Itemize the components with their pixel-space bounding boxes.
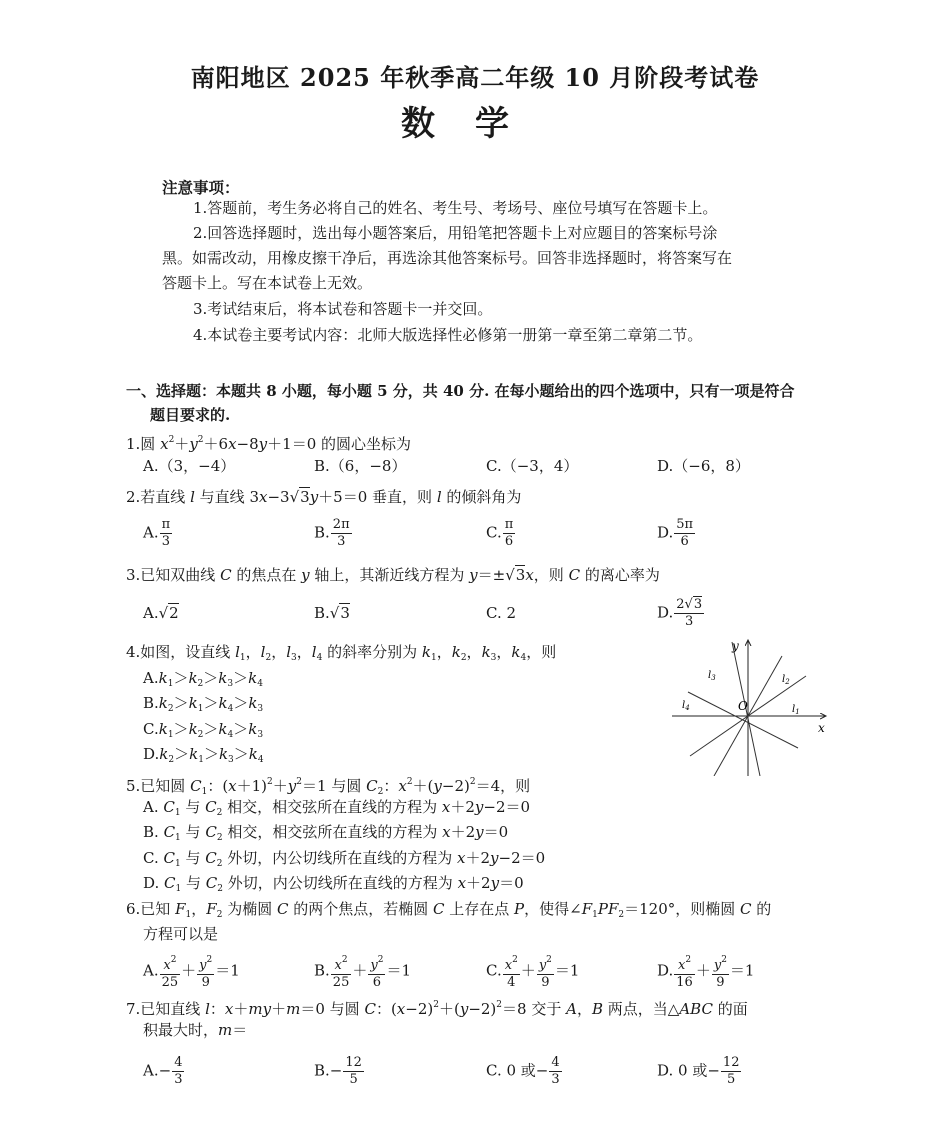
q2-option-b: B. $\frac{2\pi}{3}$ [314, 517, 350, 549]
section-1-heading-cont: 题目要求的. [150, 406, 231, 424]
notice-item-2-line1: 2.回答选择题时，选出每小题答案后，用铅笔把答题卡上对应题目的答案标号涂 [193, 224, 718, 242]
label-l1: $l_1$ [792, 704, 800, 716]
origin-label: O [738, 699, 748, 713]
q5-option-b: B. $C_1$ 与 $C_2$ 相交，相交弦所在直线的方程为 x＋2y＝0 [143, 823, 509, 843]
q1-option-a: A.（3，−4） [143, 457, 236, 475]
question-7: 7.已知直线 l：x＋my＋m＝0 与圆 C：$(x-2)^2+(y-2)^2=8$ 交于 A，B 两点，当△ABC 的面 [126, 1000, 748, 1018]
exam-title: 南阳地区 2025 年秋季高二年级 10 月阶段考试卷 [190, 63, 760, 92]
q7-option-a: A.− $\frac{4}{3}$ [143, 1055, 183, 1087]
q4-option-b: $B.k_2>k_1>k_4>k_3$ [143, 694, 264, 714]
y-label: y [732, 639, 739, 653]
q5-option-d: D. $C_1$ 与 $C_2$ 外切，内公切线所在直线的方程为 x＋2y＝0 [143, 874, 524, 894]
notice-heading: 注意事项： [162, 178, 240, 197]
x-label: x [818, 721, 825, 735]
q7-option-d: D. 0 或− $\frac{12}{5}$ [657, 1055, 740, 1087]
question-5: 5.已知圆 $C_1$：$(x+1)^2+y^2=1$ 与圆 $C_2$：$x^2+(y-2)^2=4$，则 [126, 777, 531, 797]
q4-option-c: $C.k_1>k_2>k_4>k_3$ [143, 720, 264, 740]
q1-option-b: B.（6，−8） [314, 457, 407, 475]
q7-option-c: C. 0 或− $\frac{4}{3}$ [486, 1055, 560, 1087]
question-3: 3.已知双曲线 C 的焦点在 y 轴上，其渐近线方程为 y＝±√3x，则 C 的离心率为 [126, 566, 660, 584]
q5-option-a: A. $C_1$ 与 $C_2$ 相交，相交弦所在直线的方程为 x＋2y−2＝0 [143, 798, 531, 818]
q6-option-c: C. $\frac{x^2}{4}$ ＋ $\frac{y^2}{9}$ ＝1 [486, 952, 579, 991]
label-l3: $l_3$ [708, 670, 716, 682]
notice-item-1: 1.答题前，考生务必将自己的姓名、考生号、考场号、座位号填写在答题卡上。 [193, 199, 718, 217]
q1-option-c: C.（−3，4） [486, 457, 579, 475]
q6-option-b: B. $\frac{x^2}{25}$ ＋ $\frac{y^2}{6}$ ＝1 [314, 952, 411, 991]
notice-item-2-line2: 黑。如需改动，用橡皮擦干净后，再选涂其他答案标号。回答非选择题时，将答案写在 [162, 249, 733, 267]
question-2: 2.若直线 l 与直线 3x−3√3y＋5＝0 垂直，则 l 的倾斜角为 [126, 488, 522, 506]
question-6-cont: 方程可以是 [143, 925, 219, 943]
q3-option-d: D. $\frac{2√3}{3}$ [657, 597, 703, 629]
q7-option-b: B.− $\frac{12}{5}$ [314, 1055, 362, 1087]
q3-option-c: C. 2 [486, 604, 517, 622]
notice-item-4: 4.本试卷主要考试内容：北师大版选择性必修第一册第一章至第二章第二节。 [193, 326, 703, 344]
q2-option-a: A. $\frac{\pi}{3}$ [143, 517, 171, 549]
q3-option-a: A.√2 [143, 604, 179, 622]
label-l2: $l_2$ [782, 674, 790, 686]
q4-line-figure [668, 636, 838, 776]
q3-option-b: B.√3 [314, 604, 350, 622]
notice-item-3: 3.考试结束后，将本试卷和答题卡一并交回。 [193, 300, 493, 318]
q4-option-a: $A.k_1>k_2>k_3>k_4$ [143, 669, 263, 689]
q5-option-c: C. $C_1$ 与 $C_2$ 外切，内公切线所在直线的方程为 x＋2y−2＝0 [143, 849, 546, 869]
q2-option-c: C. $\frac{\pi}{6}$ [486, 517, 514, 549]
section-1-heading: 一、选择题：本题共 8 小题，每小题 5 分，共 40 分. 在每小题给出的四个选项中，只有一项是符合 [126, 382, 795, 400]
exam-subject: 数学 [401, 104, 549, 144]
question-6: 6.已知 $F_1$，$F_2$ 为椭圆 C 的两个焦点，若椭圆 C 上存在点 P，使得$\angle F_1PF_2=120^\circ$，则椭圆 C 的 [126, 900, 772, 920]
q4-option-d: $D.k_2>k_1>k_3>k_4$ [143, 745, 264, 765]
q1-option-d: D.（−6，8） [657, 457, 750, 475]
q6-option-d: D. $\frac{x^2}{16}$ ＋ $\frac{y^2}{9}$ ＝1 [657, 952, 754, 991]
q6-option-a: A. $\frac{x^2}{25}$ ＋ $\frac{y^2}{9}$ ＝1 [143, 952, 240, 991]
q2-option-d: D. $\frac{5\pi}{6}$ [657, 517, 694, 549]
label-l4: $l_4$ [682, 700, 690, 712]
question-7-cont: 积最大时，m＝ [143, 1021, 248, 1039]
question-4: 4.如图，设直线 $l_1$，$l_2$，$l_3$，$l_4$ 的斜率分别为 $k_1$，$k_2$，$k_3$，$k_4$，则 [126, 643, 557, 663]
notice-item-2-line3: 答题卡上。写在本试卷上无效。 [162, 274, 373, 292]
question-1: 1.圆 $x^2+y^2+6x-8y+1=0$ 的圆心坐标为 [126, 435, 412, 453]
